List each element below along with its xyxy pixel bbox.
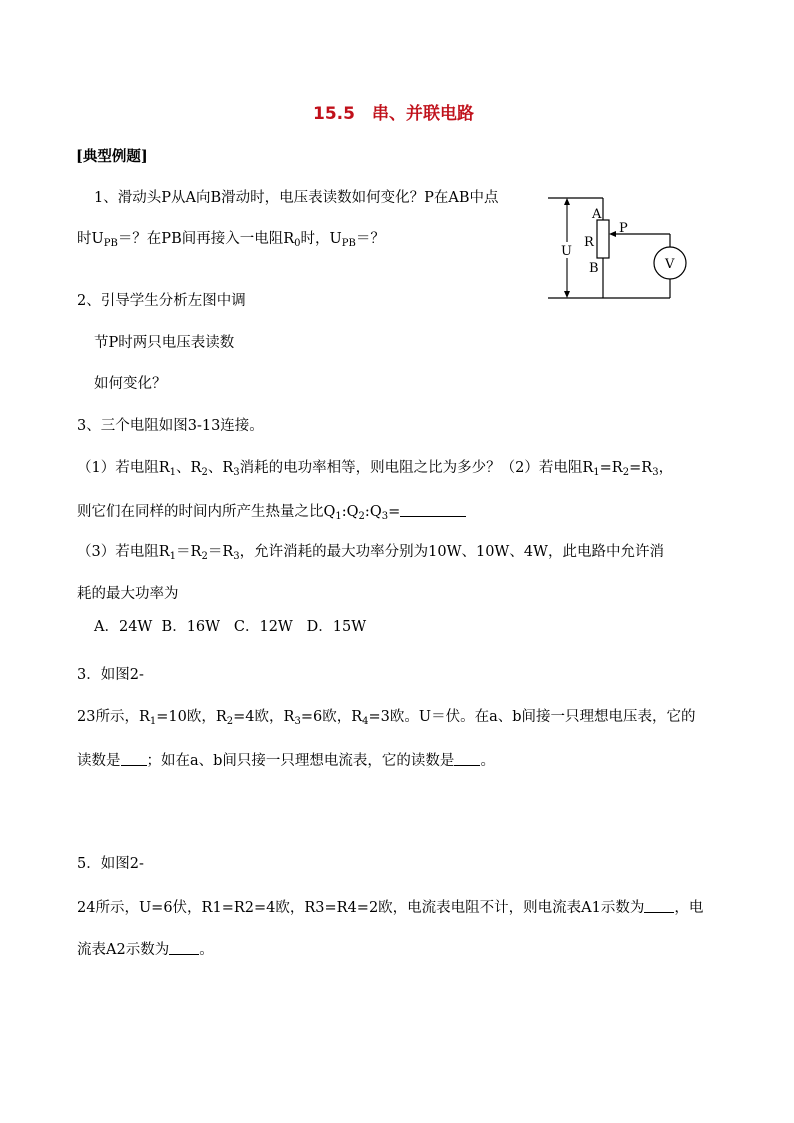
circuit-diagram [540, 190, 700, 310]
q3-part3: （3）若电阻$R_1=R_2=R_3$，允许消耗的最大功率分别为10W、10W、4W，此电路中允许消 [77, 544, 664, 562]
label-p: P [619, 221, 628, 236]
q5-line2: 24所示，U=6伏，R1=R2=4欧，R3=R4=2欧，电流表电阻不计，则电流表A1示数为 ，电 [77, 900, 704, 916]
q4-line3: 读数是 ；如在a、b间只接一只理想电流表，它的读数是 。 [77, 753, 495, 769]
label-b: B [589, 261, 599, 276]
q3-part1-cont: 则它们在同样的时间内所产生热量之比$Q_1:Q_2:Q_3=$ [77, 503, 466, 520]
q3-part3-cont: 耗的最大功率为 [77, 586, 179, 602]
label-a: A [592, 207, 602, 222]
q3-intro: 3、三个电阻如图3-13连接。 [77, 418, 264, 434]
resistor-r [597, 220, 609, 258]
q3-part1: （1）若电阻$R_1$、$R_2$、$R_3$消耗的电功率相等，则电阻之比为多少？（2）若电阻$R_1=R_2=R_3$， [77, 460, 674, 478]
q5-line1: 5．如图2- [77, 856, 144, 872]
q5-line3: 流表A2示数为 。 [77, 942, 214, 958]
q3-options: A．24W B．16W C．12W D．15W [94, 619, 367, 635]
q1-line1: 1、滑动头P从A向B滑动时，电压表读数如何变化？P在AB中点 [94, 190, 499, 206]
q2-line2: 节P时两只电压表读数 [94, 335, 235, 351]
q2-line3: 如何变化？ [94, 376, 167, 392]
answer-blank[interactable] [169, 941, 199, 955]
section-heading: [典型例题] [76, 148, 148, 165]
q4-line2: 23所示，$R_1=10$欧，$R_2=4$欧，$R_3=6$欧，$R_4=3$欧。U＝伏。在a、b间接一只理想电压表，它的 [77, 709, 696, 727]
slider-arrow-icon [609, 231, 616, 237]
answer-blank[interactable] [121, 752, 147, 766]
page-title: 15.5 串、并联电路 [313, 104, 474, 124]
answer-blank[interactable] [644, 899, 674, 913]
answer-blank[interactable] [400, 503, 466, 517]
label-u: U [561, 244, 572, 259]
answer-blank[interactable] [454, 752, 480, 766]
q4-line1: 3．如图2- [77, 667, 144, 683]
label-v: V [665, 257, 675, 272]
label-r: R [584, 235, 594, 250]
q2-line1: 2、引导学生分析左图中调 [77, 293, 246, 309]
q1-line2: 时$U_{PB}=$？在PB间再接入一电阻$R_0$时，$U_{PB}=$？ [77, 231, 385, 249]
